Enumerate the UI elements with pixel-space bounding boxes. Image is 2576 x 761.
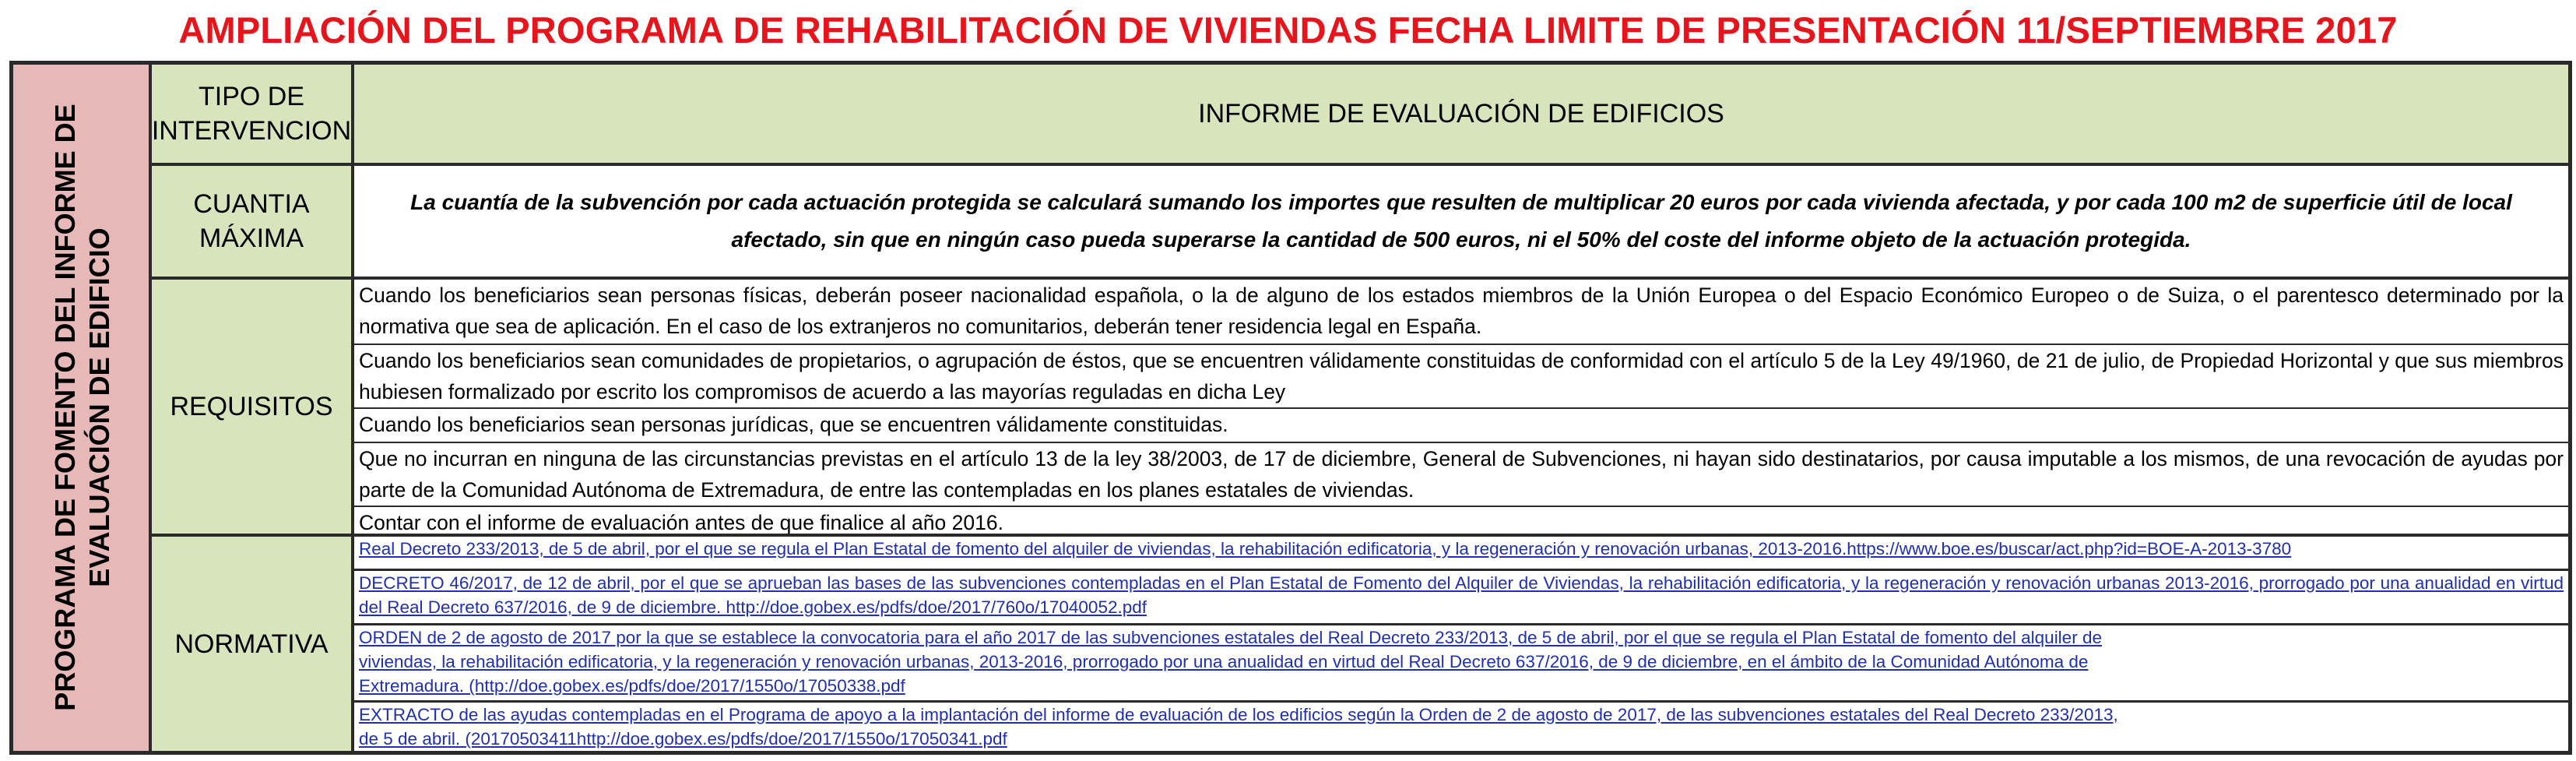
normativa-list [354,537,2568,751]
cuantia-maxima-label: CUANTIA MÁXIMA [152,166,354,280]
requisito-item: Contar con el informe de evaluación antes de que finalice al año 2016. [359,511,1003,534]
requisitos-label: REQUISITOS [152,280,354,537]
normativa-link[interactable] [354,625,2568,703]
requisito-item: Cuando los beneficiarios sean personas físicas, deberán poseer nacionalidad española, o la de alguno de los estados miembros de la Unión Europea o del Espacio Económico Europeo o de Suiza, o el parentesco determinado por la normativa que sea de aplicación. En el caso de los extranjeros no comunitarios, deberán tener residencia legal en España. [354,280,2568,345]
requisito-item: Cuando los beneficiarios sean comunidades de propietarios, o agrupación de éstos, que se encuentren válidamente constituidas de conformidad con el artículo 5 de la Ley 49/1960, de 21 de julio, de Propiedad Horizontal y que sus miembros hubiesen formalizado por escrito los compromisos de acuerdo a las mayorías reguladas en dicha Ley [354,345,2568,409]
cuantia-maxima-value: La cuantía de la subvención por cada actuación protegida se calculará sumando los importes que resulten de multiplicar 20 euros por cada vivienda afectada, y por cada 100 m2 de superficie útil de local afectado, sin que en ningún caso pueda superarse la cantidad de 500 euros, ni el 50% del coste del informe objeto de la actuación protegida. [354,166,2568,280]
normativa-link-text[interactable]: ORDEN de 2 de agosto de 2017 por la que se establece la convocatoria para el año 2017 de las subvenciones estatales del Real Decreto 233/2013, de 5 de abril, por el que se regula el Plan Estatal de fomento del alquiler de viviendas, la rehabilitación edificatoria, y la regeneración y renovación urbanas, 2013-2016, prorrogado por una anualidad en virtud del Real Decreto 637/2016, de 9 de diciembre, en el ámbito de la Comunidad Autónoma de Extremadura. (http://doe.gobex.es/pdfs/doe/2017/1550o/17050338.pdf [359,628,2102,696]
normativa-link-text[interactable]: DECRETO 46/2017, de 12 de abril, por el que se aprueban las bases de las subvenciones contempladas en el Plan Estatal de Fomento del Alquiler de Viviendas, la rehabilitación edificatoria, y la regeneración y renovación urbanas 2013-2016, prorrogado por una anualidad en virtud del Real Decreto 637/2016, de 9 de diciembre. http://doe.gobex.es/pdfs/doe/2017/760o/17040052.pdf [359,573,2564,617]
requisito-item: Que no incurran en ninguna de las circunstancias previstas en el artículo 13 de la ley 38/2003, de 17 de diciembre, General de Subvenciones, ni hayan sido destinatarios, por causa imputable a los mismos, de una revocación de ayudas por parte de la Comunidad Autónoma de Extremadura, de entre las contempladas en los planes estatales de viviendas. [354,443,2568,507]
page-title: AMPLIACIÓN DEL PROGRAMA DE REHABILITACIÓN DE VIVIENDAS FECHA LIMITE DE PRESENTACIÓN 11/SEPTIEMBRE 2017 [178,9,2398,51]
program-side-label [13,65,152,751]
tipo-intervencion-label: TIPO DE INTERVENCION [152,65,354,166]
normativa-link-text[interactable]: EXTRACTO de las ayudas contempladas en el Programa de apoyo a la implantación del informe de evaluación de los edificios según la Orden de 2 de agosto de 2017, de las subvenciones estatales del Real Decreto 233/2013, de 5 de abril. (20170503411http://doe.gobex.es/pdfs/doe/2017/1550o/17050341.pdf [359,705,2118,749]
requisito-item: Cuando los beneficiarios sean personas jurídicas, que se encuentren válidamente constituidas. [354,409,2568,443]
normativa-label: NORMATIVA [152,537,354,751]
normativa-link-text[interactable]: Real Decreto 233/2013, de 5 de abril, por el que se regula el Plan Estatal de fomento del alquiler de viviendas, la rehabilitación edificatoria, y la regeneración y renovación urbanas, 2013-2016.https://www.boe.es/buscar/act.php?id=BOE-A-2013-3780 [359,539,2292,558]
normativa-link[interactable] [354,537,2568,571]
program-label-text: PROGRAMA DE FOMENTO DEL INFORME DE EVALUACIÓN DE EDIFICIO [49,104,115,711]
program-table [9,61,2572,755]
normativa-link[interactable] [354,571,2568,625]
requisitos-list [354,280,2568,537]
tipo-intervencion-value: INFORME DE EVALUACIÓN DE EDIFICIOS [354,65,2568,166]
normativa-link[interactable] [354,703,2568,751]
